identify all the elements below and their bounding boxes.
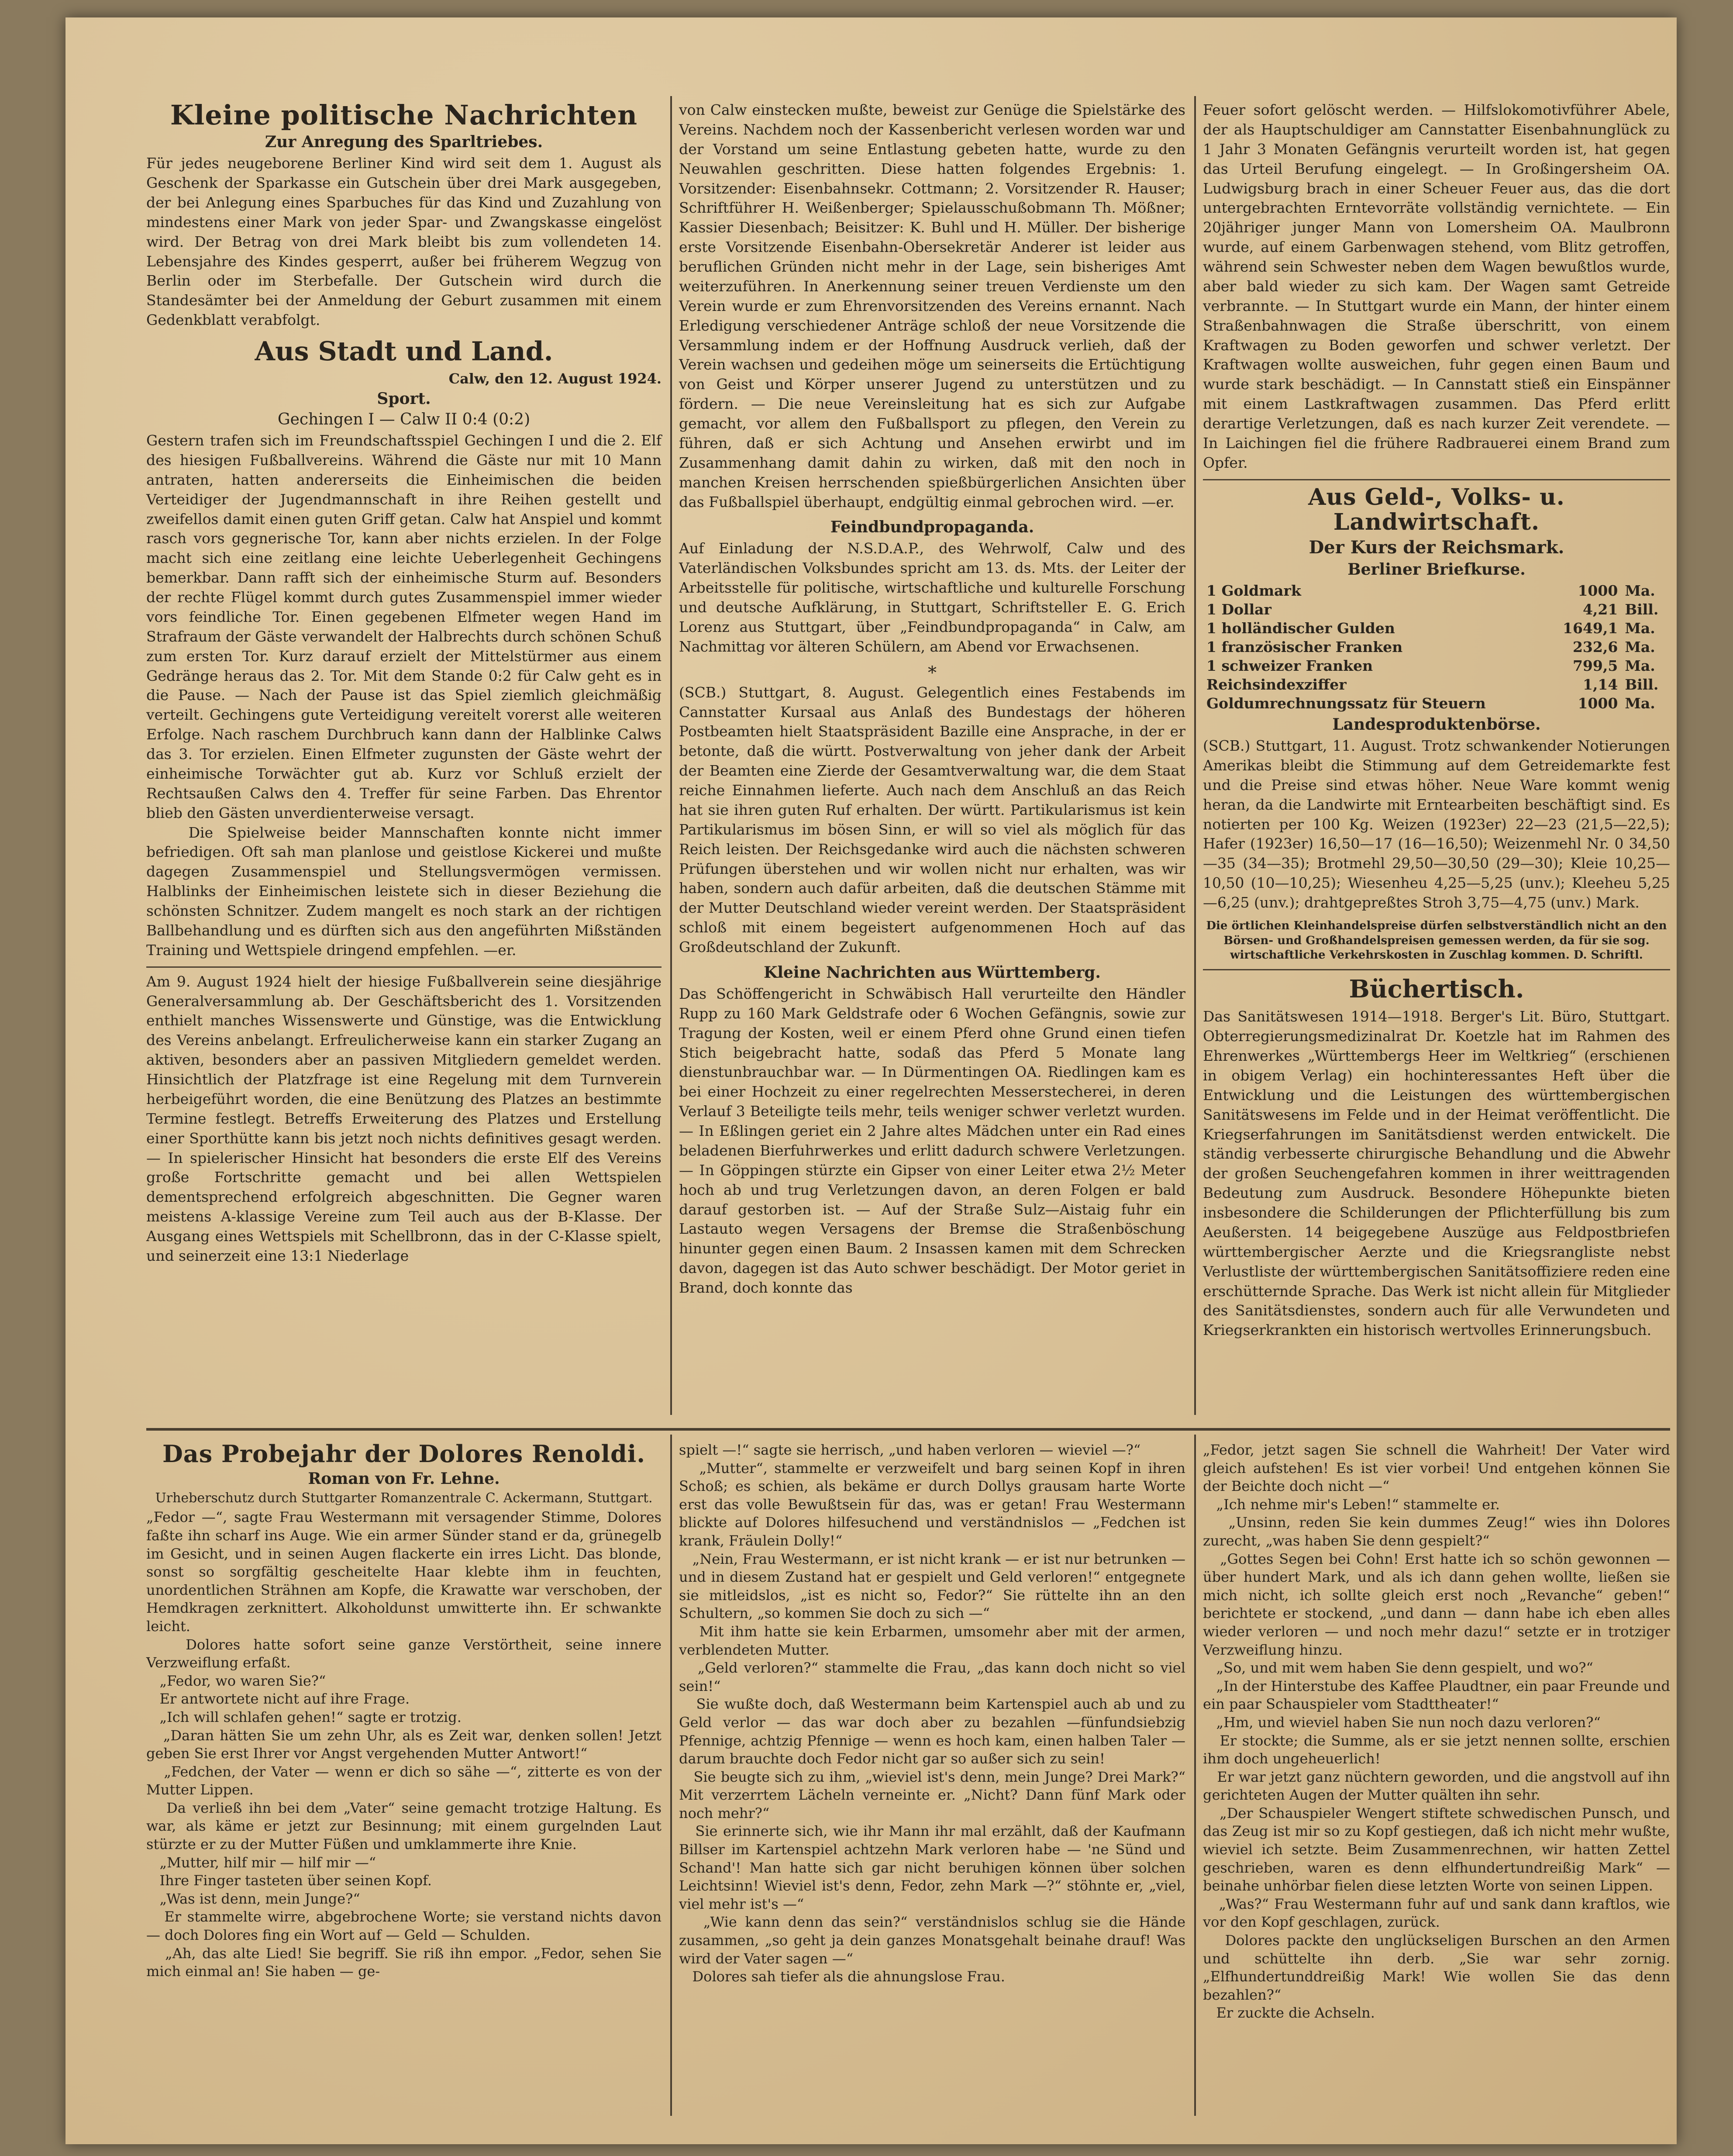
article-sanitaetswesen: Das Sanitätswesen 1914—1918. Berger's Lit. Büro, Stuttgart. Obterregierungsmedizinalrat Dr. Koetzle hat im Rahmen des Ehrenwerkes „Württembergs Heer im Weltkrieg“ (erschienen in obigem Verlag) ein hochinteressantes Heft über die Entwicklung und die Leistungen des württembergischen Sanitätswesens im Felde und in der Heimat veröffentlicht. Die Kriegserfahrungen im Sanitätsdienst werden entwickelt. Die ständig verbesserte chirurgische Behandlung und die Abwehr der großen Seuchengefahren kommen in ihrer weittragenden Bedeutung zum Ausdruck. Besondere Höhepunkte bieten insbesondere die Schilderungen der Pflichterfüllung bis zum Aeußersten. 14 beigegebene Auszüge aus Feldpostbriefen württembergischer Aerzte und die Kriegsrangliste nebst Verlustliste der württembergischen Sanitätsoffiziere reden eine erschütternde Sprache. Das Werk ist nicht allein für Mitglieder des Sanitätsdienstes, sondern auch für alle Verwundeten und Kriegserkrankten ein historisch wertvolles Erinnerungsbuch. (1203, 1008, 1675, 1339)
footnote-kleinhandelspreise: Die örtlichen Kleinhandelspreise dürfen selbstverständlich nicht an den Börsen- und Großhandelspreisen gemessen werden, da für sie sog. wirtschaftliche Verkehrskosten in Zuschlag kommen. D. Schriftl. (1206, 919, 1667, 962)
headline-kleine-politische-nachrichten: Kleine politische Nachrichten (170, 99, 638, 131)
article-generalversammlung: Am 9. August 1924 hielt der hiesige Fußballverein seine diesjährige Generalversammlung ab. Der Geschäftsbericht des 1. Vorsitzenden enthielt manches Wissenswerte und Günstige, was die Entwicklung des Vereins anbelangt. Erfreulicherweise kann ein starker Zugang an aktiven, besonders aber an passiven Mitgliedern gemeldet werden. Hinsichtlich der Platzfrage ist eine Regelung mit dem Turnverein herbeigeführt worden, die eine Benützung des Platzes an bestimmte Termine festlegt. Betreffs Erweiterung des Platzes und Erstellung einer Sporthütte kann bis jetzt noch nichts definitives gesagt werden. — In spielerischer Hinsicht hat besonders die erste Elf des Vereins große Fortschritte gemacht und bei allen Wettspielen dementsprechend erfolgreich abgeschnitten. Die Gegner waren meistens A-klassige Vereine zum Teil auch aus der B-Klasse. Der Ausgang eines Wettspiels mit Schellbronn, das in der C-Klasse spielt, und seinerzeit eine 13:1 Niederlage (146, 973, 666, 1264)
article-fussballspiel: Gestern trafen sich im Freundschaftsspiel Gechingen I und die 2. Elf des hiesigen Fußballvereins. Während die Gäste nur mit 10 Mann antraten, hatten andererseits die Einheimischen die beiden Verteidiger der Jugendmannschaft in ihre Reihen gestellt und zweifellos damit einen guten Griff getan. Calw hat Anspiel und kommt rasch vors gegnerische Tor, kann aber nichts erzielen. In der Folge macht sich eine zeitlang eine leichte Ueberlegenheit Gechingens bemerkbar. Dann rafft sich der einheimische Sturm auf. Besonders der rechte Flügel kommt durch gutes Zusammenspiel immer wieder vors feindliche Tor. Einen gegebenen Elfmeter wegen Hand im Strafraum der Gäste verwandelt der Halbrechts durch schönen Schuß zum ersten Tor. Kurz darauf erzielt der Mittelstürmer aus einem Gedränge heraus das 2. Tor. Mit dem Stande 0:2 für Calw geht es in die Pause. — Nach der Pause ist das Spiel ziemlich gleichmäßig verteilt. Gechingens gute Verteidigung vereitelt vorerst alle weiteren Erfolge. Nach raschem Durchbruch kann dann der Halblinke Calws das 3. Tor erzielen. Einen Elfmeter zugunsten der Gäste wehrt der einheimische Torwächter gut ab. Kurz vor Schluß erzielt der Rechtsaußen Calws den 4. Treffer für seine Farben. Das Ehrentor blieb den Gästen unverdienterweise versagt. Die Spielweise beider Mannschaften konnte nicht immer befriedigen. Oft sah man planlose und geistlose Kickerei und mußte dagegen Zusammenspiel und Stellungsvermögen vermissen. Halblinks der Einheimischen leistete sich in dieser Beziehung die schönsten Schnitzer. Zudem mangelt es noch stark an der richtigen Ballbehandlung und es dürften sich aus den angeführten Mißständen Training und Wettspiele dringend empfehlen. —er. (146, 432, 662, 959)
divider (1203, 969, 1670, 970)
column-rule-2 (1194, 96, 1196, 1415)
novel-text-3: „Fedor, jetzt sagen Sie schnell die Wahrheit! Der Vater wird gleich aufstehen! Es ist vier vorbei! Und entgehen können Sie der Beichte doch nicht —“ „Ich nehme mir's Leben!“ stammelte er. „Unsinn, reden Sie kein dummes Zeug!“ wies ihn Dolores zurecht, „was haben Sie denn gespielt?“ „Gottes Segen bei Cohn! Erst hatte ich so schön gewonnen — über hundert Mark, und als ich dann gehen wollte, ließen sie mich nicht, ich sollte gleich erst noch „Revanche“ geben!“ berichtete er stockend, „und dann — dann habe ich eben alles wieder verloren — und noch mehr dazu!“ setzte er in trotziger Verzweiflung hinzu. „So, und mit wem haben Sie denn gespielt, und wo?“ „In der Hinterstube des Kaffee Plaudtner, ein paar Freunde und ein paar Schauspieler vom Stadttheater!“ „Hm, und wieviel haben Sie nun noch dazu verloren?“ Er stockte; die Summe, als er sie jetzt nennen sollte, erschien ihm doch ungeheuerlich! Er war jetzt ganz nüchtern geworden, und die angstvoll auf ihn gerichteten Augen der Mutter quälten ihn sehr. „Der Schauspieler Wengert stiftete schwedischen Punsch, und das Zeug ist mir so zu Kopf gestiegen, daß ich nicht mehr wußte, wieviel ich setzte. Beim Zusammenrechnen, wir hatten Zettel geschrieben, waren es denn elfhundertundreißig Mark“ — beinahe unhörbar fielen diese letzten Worte von seinen Lippen. „Was?“ Frau Westermann fuhr auf und sank dann kraftlos, wie vor den Kopf geschlagen, zurück. Dolores packte den unglückseligen Burschen an den Armen und schüttelte ihn derb. „Sie war sehr zornig. „Elfhundertunddreißig Mark! Wie wollen Sie das denn bezahlen?“ Er zuckte die Achseln. (1203, 1442, 1671, 2021)
novel-title: Das Probejahr der Dolores Renoldi. (162, 1440, 646, 1468)
subheading-sparltrieb: Zur Anregung des Sparltriebes. (265, 133, 543, 152)
article-verein-fortsetzung: von Calw einstecken mußte, beweist zur Genüge die Spielstärke des Vereins. Nachdem noch der Kassenbericht verlesen worden war und der Vorstand um seine Entlastung gebeten hatte, wurde zu den Neuwahlen geschritten. Diese hatten folgendes Ergebnis: 1. Vorsitzender: Eisenbahnsekr. Cottmann; 2. Vorsitzender R. Hauser; Schriftführer H. Weißenberger; Spielausschußobmann Th. Mößner; Kassier Diesenbach; Beisitzer: K. Buhl und H. Müller. Der bisherige erste Vorsitzende Eisenbahn-Obersekretär Anderer ist leider aus beruflichen Gründen nicht mehr in der Lage, sein bisheriges Amt weiterzuführen. In Anerkennung seiner treuen Verdienste um den Verein wurde er zum Ehrenvorsitzenden des Vereins ernannt. Nach Erledigung verschiedener Anträge schloß der neue Vorsitzende die Versammlung indem er der Hoffnung Ausdruck verlieh, daß der Verein wachsen und gedeihen möge um seinerseits die Ertüchtigung von Geist und Körper unserer Jugend zu unterstützen und zu fördern. — Die neue Vereinsleitung hat es sich zur Aufgabe gemacht, vor allem den Fußballsport zu pflegen, den Verein zu führen, daß er sich Achtung und Ansehen erwirbt und im Zusammenhang damit dahin zu wirken, daß mit den noch in manchen Kreisen herrschenden spießbürgerlichen Ansichten über das Fußballspiel überhaupt, endgültig einmal gebrochen wird. —er. (679, 101, 1190, 511)
column-rule-3 (670, 1435, 672, 2116)
table-row: 1 schweizer Franken 799,5 Ma. (1206, 657, 1655, 674)
newspaper-page (65, 17, 1677, 2144)
novel-author: Roman von Fr. Lehne. (308, 1470, 500, 1488)
divider (146, 966, 662, 968)
article-kleine-nachrichten-fortsetzung: Feuer sofort gelöscht werden. — Hilfslokomotivführer Abele, der als Hauptschuldiger am Cannstatter Eisenbahnunglück zu 1 Jahr 3 Monaten Gefängnis verurteilt worden ist, hat gegen das Urteil Berufung eingelegt. — In Großingersheim OA. Ludwigsburg brach in einer Scheuer Feuer aus, das die dort untergebrachten Erntevorräte vollständig vernichtete. — Ein 20jähriger junger Mann von Lomersheim OA. Maulbronn wurde, auf einem Garbenwagen stehend, vom Blitz getroffen, während sein Schwester neben dem Wagen bewußtlos wurde, aber bald wieder zu sich kam. Der Wagen samt Getreide verbrannte. — In Stuttgart wurde ein Mann, der hinter einem Straßenbahnwagen die Straße überschritt, von einem Kraftwagen zu Boden geworfen und schwer verletzt. Der Kraftwagen wollte ausweichen, fuhr gegen einen Baum und wurde stark beschädigt. — In Cannstatt stieß ein Einspänner mit einem Lastkraftwagen zusammen. Das Pferd erlitt derartige Verletzungen, daß es nach kurzer Zeit verendete. — In Laichingen fiel die frühere Radbrauerei einem Brand zum Opfer. (1203, 101, 1675, 471)
novel-column-1 (146, 1441, 662, 1981)
novel-column-2 (679, 1441, 1185, 1986)
headline-buechertisch: Büchertisch. (1349, 975, 1524, 1004)
dateline-calw: Calw, den 12. August 1924. (448, 370, 662, 387)
table-row: Goldumrechnungssatz für Steuern 1000 Ma. (1206, 695, 1655, 712)
column-2 (679, 100, 1190, 1298)
column-rule-4 (1194, 1435, 1196, 2116)
article-feindbundpropaganda: Auf Einladung der N.S.D.A.P., des Wehrwolf, Calw und des Vaterländischen Volksbundes spricht am 13. ds. Mts. der Leiter der Arbeitsstelle für politische, wirtschaftliche und kulturelle Forschung und deutsche Aufklärung, in Stuttgart, Schriftsteller E. G. Erich Lorenz aus Stuttgart, über „Feindbundpropaganda“ in Calw, am Nachmittag vor älteren Schülern, am Abend vor Erwachsenen. (679, 540, 1190, 655)
novel-text-2: spielt —!“ sagte sie herrisch, „und haben verloren — wieviel —?“ „Mutter“, stammelte er verzweifelt und barg seinen Kopf in ihren Schoß; es schien, als bekäme er durch Dollys grausam harte Worte erst das volle Bewußtsein für das, was er getan! Frau Westermann blickte auf Dolores hilfesuchend und verständnislos — „Fedchen ist krank, Fräulein Dolly!“ „Nein, Frau Westermann, er ist nicht krank — er ist nur betrunken — und in diesem Zustand hat er gespielt und Geld verloren!“ entgegnete sie mitleidslos, „ist es nicht so, Fedor?“ Sie rüttelte ihn an den Schultern, „so kommen Sie doch zu sich —“ Mit ihm hatte sie kein Erbarmen, umsomehr aber mit der armen, verblendeten Mutter. „Geld verloren?“ stammelte die Frau, „das kann doch nicht so viel sein!“ Sie wußte doch, daß Westermann beim Kartenspiel auch ab und zu Geld verlor — das war doch aber zu bezahlen —fünfundsiebzig Pfennige, achtzig Pfennige — wenn es hoch kam, einen halben Taler — darum brauchte doch Fedor nicht gar so außer sich zu sein! Sie beugte sich zu ihm, „wieviel ist's denn, mein Junge? Drei Mark?“ Mit verzerrtem Lächeln verneinte er. „Nicht? Dann fünf Mark oder noch mehr?“ Sie erinnerte sich, wie ihr Mann ihr mal erzählt, daß der Kaufmann Billser im Kartenspiel achtzehn Mark verloren habe — 'ne Sünd und Schand'! Man hatte sich gar nicht beruhigen können über solchen Leichtsinn! Wieviel ist's denn, Fedor, zehn Mark —?“ stöhnte er, „viel, viel mehr ist's —“ „Wie kann denn das sein?“ verständnislos schlug sie die Hände zusammen, „so geht ja dein ganzes Monatsgehalt beinahe drauf! Was wird der Vater sagen —“ Dolores sah tiefer als die ahnungslose Frau. (679, 1442, 1186, 1985)
divider (1203, 479, 1670, 480)
match-score: Gechingen I — Calw II 0:4 (0:2) (277, 411, 531, 429)
subheading-berliner-briefkurse: Berliner Briefkurse. (1347, 560, 1526, 579)
column-rule-1 (670, 96, 672, 1415)
table-row: 1 holländischer Gulden 1649,1 Ma. (1206, 620, 1655, 637)
table-row: Reichsindexziffer 1,14 Bill. (1206, 676, 1659, 693)
table-row: 1 französischer Franken 232,6 Ma. (1206, 638, 1655, 655)
table-row: 1 Goldmark 1000 Ma. (1206, 582, 1655, 599)
headline-aus-stadt-und-land: Aus Stadt und Land. (255, 336, 553, 367)
table-row: 1 Dollar 4,21 Bill. (1206, 601, 1659, 618)
article-kleine-nachrichten: Das Schöffengericht in Schwäbisch Hall verurteilte den Händler Rupp zu 160 Mark Geldstrafe oder 6 Wochen Gefängnis, sowie zur Tragung der Kosten, weil er einem Pferd ohne Grund einen tiefen Stich beigebracht hatte, sodaß das Pferd 5 Monate lang dienstunbrauchbar war. — In Dürmentingen OA. Riedlingen kam es bei einer Hochzeit zu einer regelrechten Messerstecherei, in deren Verlauf 3 Beteiligte teils mehr, teils weniger schwer verletzt wurden. — In Eßlingen geriet ein 2 Jahre altes Mädchen unter ein Rad eines beladenen Bierfuhrwerkes und erlitt dadurch schwere Verletzungen. — In Göppingen stürzte ein Gipser von einer Leiter etwa 2½ Meter hoch ab und trug Verletzungen davon, an deren Folgen er bald darauf gestorben ist. — Auf der Straße Sulz—Aistaig fuhr ein Lastauto wegen Versagens der Bremse die Straßenböschung hinunter gegen einen Baum. 2 Insassen kamen mit dem Schrecken davon, dagegen ist das Auto schwer beschädigt. Der Motor geriet in Brand, doch konnte das (679, 985, 1190, 1296)
article-sparkasse: Für jedes neugeborene Berliner Kind wird seit dem 1. August als Geschenk der Sparkasse ein Gutschein über drei Mark ausgegeben, der bei Anlegung eines Sparbuches für das Kind und Zuzahlung von mindestens einer Mark von jeder Spar- und Zwangskasse eingelöst wird. Der Betrag von drei Mark bleibt bis zum vollendeten 14. Lebensjahre des Kindes gesperrt, außer bei früherem Wegzug von Berlin oder im Sterbefalle. Der Gutschein wird durch die Standesämter bei der Anmeldung der Geburt zusammen mit einem Gedenkblatt verabfolgt. (146, 155, 666, 329)
subheading-kurs-reichsmark: Der Kurs der Reichsmark. (1309, 537, 1564, 558)
headline-geld-volks-landwirtschaft: Aus Geld-, Volks- u. Landwirtschaft. (1308, 483, 1565, 535)
subheading-kleine-nachrichten-wuerttemberg: Kleine Nachrichten aus Württemberg. (764, 963, 1101, 982)
article-stuttgart-postbeamte: (SCB.) Stuttgart, 8. August. Gelegentlich eines Festabends im Cannstatter Kursaal aus Anlaß des Bundestags der höheren Postbeamten hielt Staatspräsident Bazille eine Ansprache, in der er betonte, daß die württ. Postverwaltung von jeher dank der Arbeit der Beamten eine Zierde der Gesamtverwaltung war, die dem Staat reiche Einnahmen lieferte. Auch nach dem Anschluß an das Reich hat sie ihren guten Ruf erhalten. Der württ. Partikularismus ist kein Partikularismus im bösen Sinn, er will so viel als möglich für das Reich leisten. Der Reichsgedanke wird auch die nächsten schweren Prüfungen überstehen und wir wollen nicht nur erhalten, was wir haben, sondern auch dafür arbeiten, daß die deutschen Stämme mit der Mutter Deutschland wieder vereint werden. Der Staatspräsident schloß mit einem begeistert aufgenommenen Hoch auf das Großdeutschland der Zukunft. (679, 683, 1190, 956)
column-3 (1203, 100, 1675, 1340)
novel-copyright: Urheberschutz durch Stuttgarter Romanzentrale C. Ackermann, Stuttgart. (155, 1490, 653, 1506)
novel-text-1: „Fedor —“, sagte Frau Westermann mit versagender Stimme, Dolores faßte ihn scharf ins Auge. Wie ein armer Sünder stand er da, grünegelb im Gesicht, und in seinen Augen flackerte ein irres Licht. Das blonde, sonst so sorgfältig gescheitelte Haar klebte ihm in feuchten, unordentlichen Strähnen am Kopfe, die Krawatte war verschoben, der Hemdkragen zerknittert. Alkoholdunst umwitterte ihn. Er schwankte leicht. Dolores hatte sofort seine ganze Verstörtheit, seine innere Verzweiflung erfaßt. „Fedor, wo waren Sie?“ Er antwortete nicht auf ihre Frage. „Ich will schlafen gehen!“ sagte er trotzig. „Daran hätten Sie um zehn Uhr, als es Zeit war, denken sollen! Jetzt geben Sie erst Ihrer vor Angst vergehenden Mutter Antwort!“ „Fedchen, der Vater — wenn er dich so sähe —“, zitterte es von der Mutter Lippen. Da verließ ihn bei dem „Vater“ seine gemacht trotzige Haltung. Es war, als käme er jetzt zur Besinnung; mit einem gurgelnden Laut stürzte er zu der Mutter Füßen und umklammerte ihre Knie. „Mutter, hilf mir — hilf mir —“ Ihre Finger tasteten über seinen Kopf. „Was ist denn, mein Junge?“ Er stammelte wirre, abgebrochene Worte; sie verstand nichts davon — doch Dolores fing ein Wort auf — Geld — Schulden. „Ah, das alte Lied! Sie begriff. Sie riß ihn empor. „Fedor, sehen Sie mich einmal an! Sie haben — ge- (146, 1509, 662, 1980)
subheading-landesproduktenboerse: Landesproduktenbörse. (1332, 715, 1541, 734)
novel-column-3 (1203, 1441, 1670, 2022)
article-landesproduktenboerse: (SCB.) Stuttgart, 11. August. Trotz schwankender Notierungen Amerikas bleibt die Stimmung auf dem Getreidemarkte fest und die Preise sind etwas höher. Neue Ware kommt wenig heran, da die Landwirte mit Erntearbeiten beschäftigt sind. Es notierten per 100 Kg. Weizen (1923er) 22—23 (21,5—22,5); Hafer (1923er) 16,50—17 (16—16,50); Weizenmehl Nr. 0 34,50—35 (34—35); Brotmehl 29,50—30,50 (29—30); Kleie 10,25—10,50 (10—10,25); Wiesenheu 4,25—5,25 (unv.); Kleeheu 5,25—6,25 (unv.); drahtgepreßtes Stroh 3,75—4,75 (unv.) Mark. (1203, 737, 1675, 911)
subheading-feindbundpropaganda: Feindbundpropaganda. (830, 518, 1034, 537)
section-divider (146, 1428, 1670, 1431)
exchange-rate-table (1203, 581, 1670, 713)
column-1 (146, 99, 666, 1266)
subheading-sport: Sport. (377, 390, 431, 408)
separator-star: * (928, 662, 937, 683)
